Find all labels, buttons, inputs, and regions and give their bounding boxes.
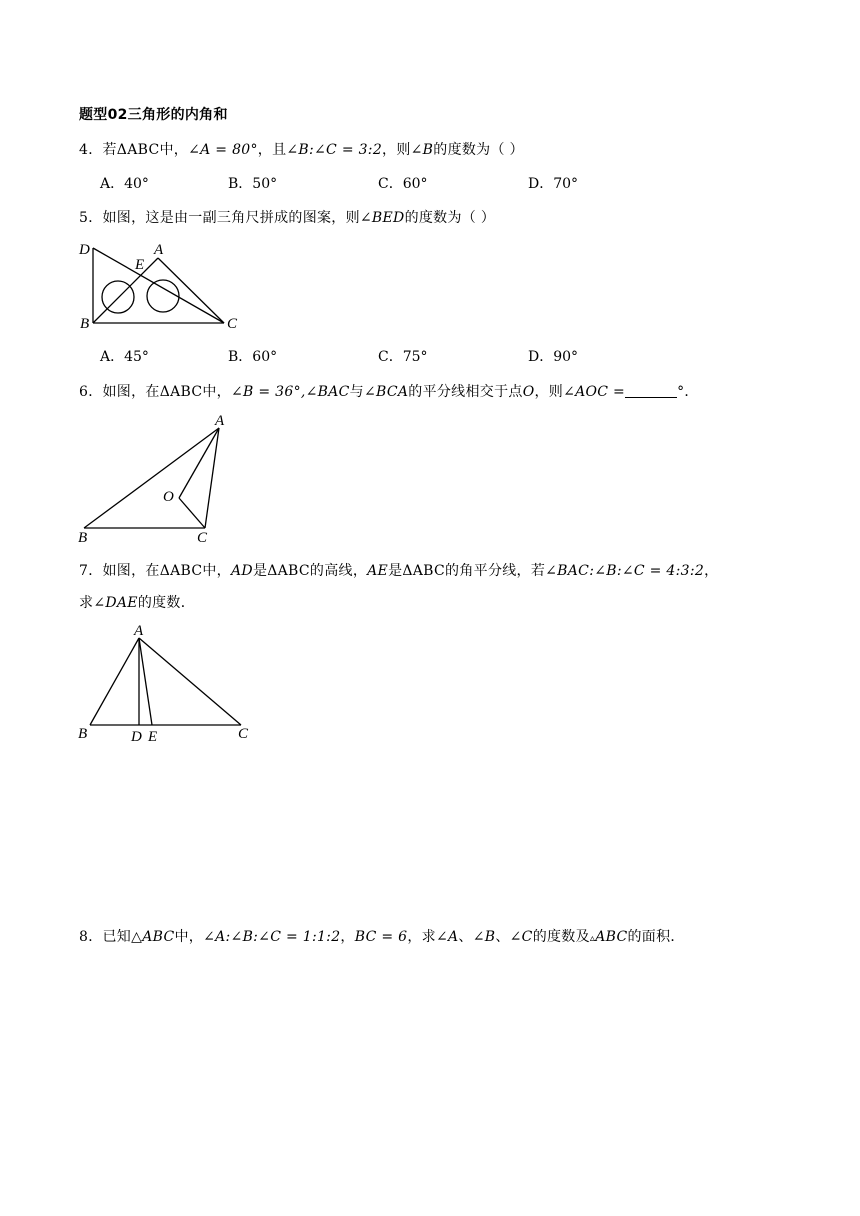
q7-label-a: A xyxy=(134,623,144,639)
q4-option-d: D．70° xyxy=(528,176,579,192)
q5-label-b: B xyxy=(80,316,90,332)
q4-math-angle-a: ∠A = 80° xyxy=(188,142,258,158)
q5-option-b: B．60° xyxy=(228,349,278,365)
q8-text-7: 的度数及 xyxy=(532,929,590,945)
q8-math-abc: ABC xyxy=(142,929,175,945)
q4-option-c: C．60° xyxy=(378,176,428,192)
q5-text-2: 的度数为（ ） xyxy=(404,210,496,226)
q5-label-e: E xyxy=(135,257,145,273)
q5-label-c: C xyxy=(227,316,238,332)
q6-math-point-o: O xyxy=(522,384,535,400)
q8-math-bc: BC = 6 xyxy=(354,929,408,945)
q5-option-d: D．90° xyxy=(528,349,579,365)
q6-segment-ao xyxy=(179,428,219,498)
q7-math-ae: AE xyxy=(367,563,389,579)
q4-text-4: 的度数为（ ） xyxy=(433,142,524,158)
q7-label-d: D xyxy=(131,729,142,745)
q8-math-ratio: ∠A:∠B:∠C = 1:1:2 xyxy=(203,929,341,945)
q6-math-angle-bca: ∠BCA xyxy=(363,384,409,400)
q7-label-c: C xyxy=(238,726,249,742)
q4-option-b: B．50° xyxy=(228,176,278,192)
q6-text-4: ，则 xyxy=(534,384,564,400)
q6-text-1: 6．如图，在ΔABC中， xyxy=(79,384,231,400)
q7-math-angle-dae: ∠DAE xyxy=(93,595,138,611)
section-title: 题型02三角形的内角和 xyxy=(79,107,228,123)
q6-text-5: °． xyxy=(677,384,699,400)
q5-ruler-hole-left xyxy=(102,281,134,313)
q7-segment-ae-bisector xyxy=(139,638,152,725)
q8-text-1: 8．已知△ xyxy=(79,929,143,945)
q6-text-2: 与 xyxy=(349,384,364,400)
q8-text-8: 的面积． xyxy=(627,929,685,945)
q5-ruler-hole-right xyxy=(147,280,179,312)
q6-segment-ba xyxy=(84,428,219,528)
q6-label-c: C xyxy=(197,530,208,546)
q6-label-o: O xyxy=(163,489,174,505)
q8-text-4: ，求 xyxy=(407,929,436,945)
question-7-stem-line-2 xyxy=(79,593,195,613)
q6-label-a: A xyxy=(215,413,225,429)
q4-math-ratio: ∠B:∠C = 3:2 xyxy=(286,142,383,158)
q7-text-6: 的度数． xyxy=(137,595,196,611)
q8-text-6: 、 xyxy=(495,929,510,945)
q8-small-triangle-symbol: ▵ xyxy=(589,933,596,944)
q8-text-5: 、 xyxy=(458,929,473,945)
q5-label-d: D xyxy=(79,242,90,258)
question-8-stem xyxy=(79,927,685,949)
q7-math-ratio: ∠BAC:∠B:∠C = 4:3:2 xyxy=(545,563,705,579)
q7-segment-ac xyxy=(139,638,241,725)
q6-math-angles: ∠B = 36°,∠BAC xyxy=(231,384,350,400)
q5-option-a: A．45° xyxy=(100,349,149,365)
q8-text-2: 中， xyxy=(174,929,204,945)
q6-math-angle-aoc: ∠AOC = xyxy=(563,384,626,400)
q7-label-e: E xyxy=(148,729,158,745)
question-4-stem xyxy=(79,140,524,160)
q6-segment-oc xyxy=(179,498,205,528)
q7-label-b: B xyxy=(78,726,88,742)
q8-math-angle-a: ∠A xyxy=(435,929,459,945)
q6-label-b: B xyxy=(78,530,88,546)
q8-math-abc-2: ABC xyxy=(595,929,628,945)
question-5-stem xyxy=(79,208,495,228)
q5-math-angle-bed: ∠BED xyxy=(359,210,405,226)
q8-text-3: ， xyxy=(340,929,355,945)
q7-math-ad: AD xyxy=(231,563,253,579)
q8-math-angle-b: ∠B xyxy=(472,929,496,945)
q7-text-4: ， xyxy=(704,563,719,579)
q6-answer-blank[interactable] xyxy=(625,383,677,398)
q4-text-1: 4．若ΔABC中， xyxy=(79,142,189,158)
q7-segment-ab xyxy=(90,638,139,725)
question-6-stem xyxy=(79,382,699,402)
q7-text-5: 求 xyxy=(79,595,94,611)
q7-text-1: 7．如图，在ΔABC中， xyxy=(79,563,231,579)
q6-text-3: 的平分线相交于点 xyxy=(408,384,523,400)
q6-segment-ac xyxy=(205,428,219,528)
q5-label-a: A xyxy=(154,242,164,258)
q6-figure-triangle xyxy=(76,412,246,546)
q8-math-angle-c: ∠C xyxy=(509,929,533,945)
q7-text-3: 是ΔABC的角平分线，若 xyxy=(388,563,546,579)
q4-math-angle-b: ∠B xyxy=(410,142,434,158)
question-7-stem-line-1 xyxy=(79,561,718,581)
q7-text-2: 是ΔABC的高线， xyxy=(252,563,368,579)
q4-text-3: ，则 xyxy=(382,142,411,158)
q5-figure-triangle-rulers xyxy=(76,236,256,336)
q4-option-a: A．40° xyxy=(100,176,149,192)
q4-text-2: ，且 xyxy=(257,142,287,158)
q7-figure-triangle xyxy=(76,622,266,747)
q5-option-c: C．75° xyxy=(378,349,428,365)
q5-text-1: 5．如图，这是由一副三角尺拼成的图案，则 xyxy=(79,210,360,226)
